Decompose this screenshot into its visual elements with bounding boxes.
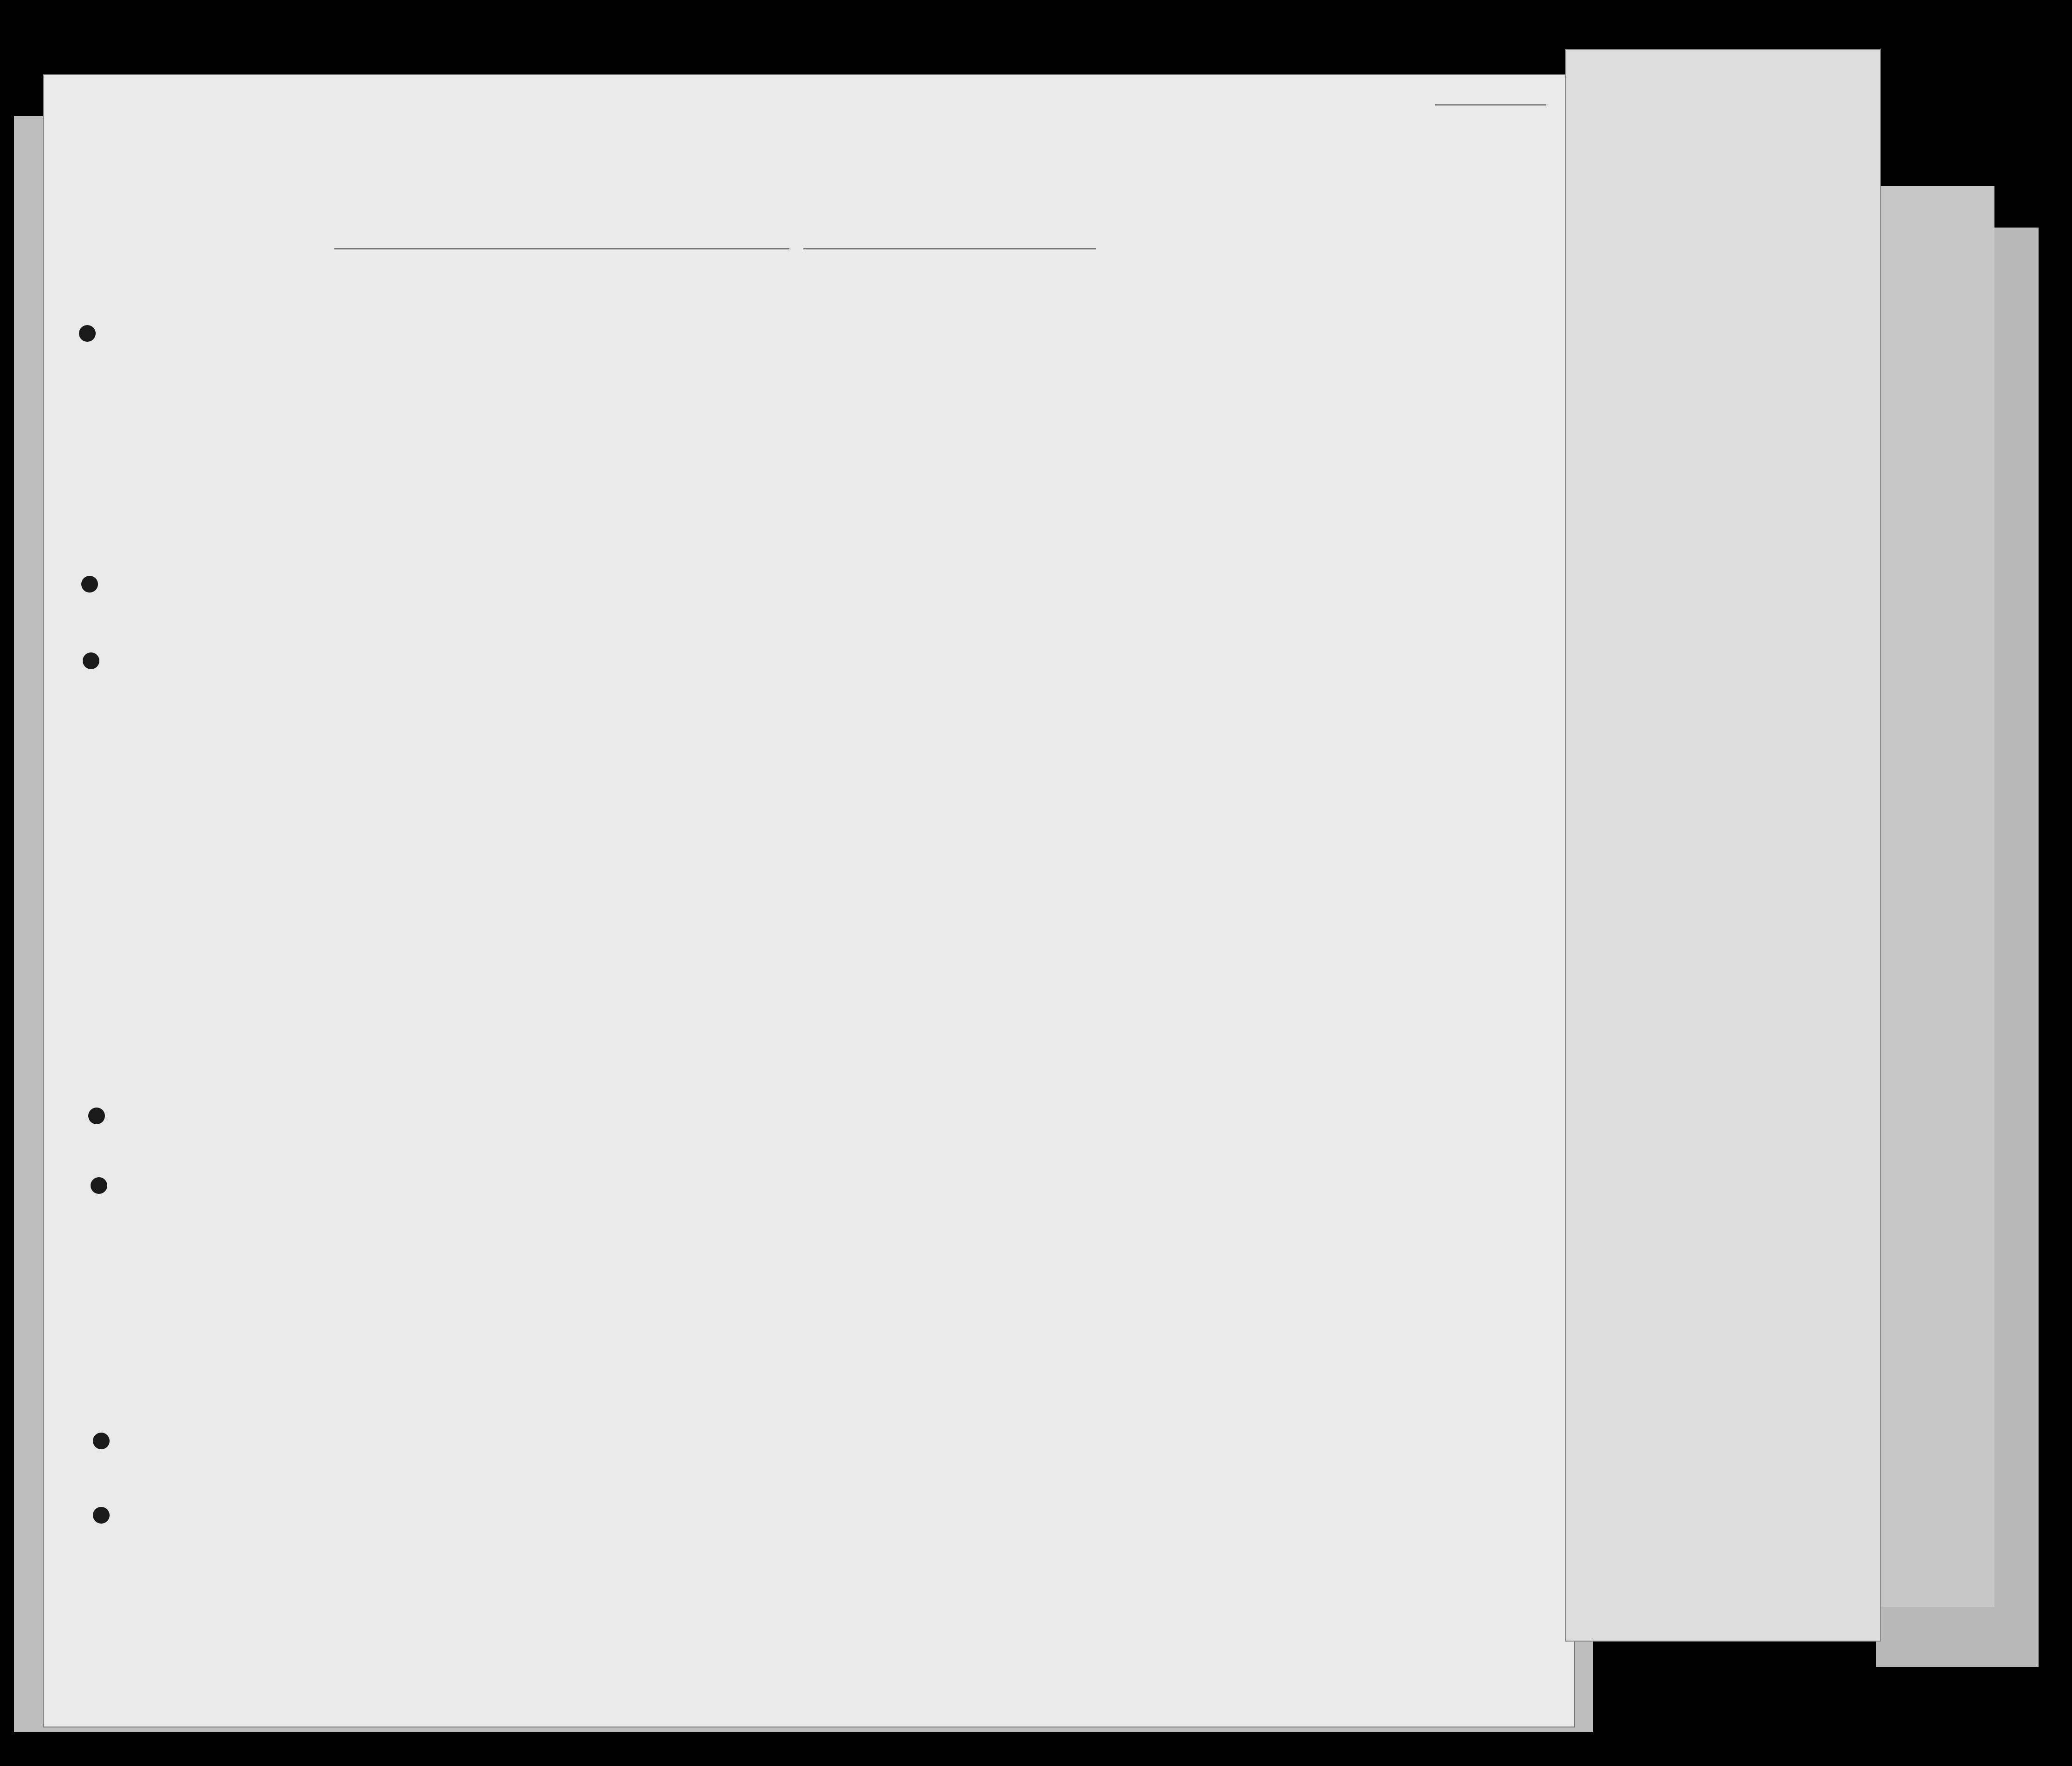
port-underline bbox=[334, 248, 789, 249]
col-purpose-a bbox=[683, 320, 710, 423]
col-q26 bbox=[973, 302, 1001, 423]
punch-hole bbox=[93, 1433, 110, 1449]
punch-hole bbox=[81, 576, 98, 593]
col-anarchist bbox=[870, 302, 884, 423]
col-q25 bbox=[931, 302, 964, 423]
list-underline bbox=[1435, 104, 1546, 105]
col-ticket bbox=[144, 297, 163, 418]
date-underline bbox=[803, 248, 1096, 249]
punch-hole bbox=[91, 1177, 107, 1194]
col-inches bbox=[1149, 376, 1163, 423]
col-purpose-b bbox=[717, 320, 741, 423]
col-fifty bbox=[264, 297, 287, 427]
col-purpose-c bbox=[792, 320, 810, 423]
punch-hole bbox=[83, 652, 99, 669]
col-polygamist bbox=[845, 302, 859, 423]
punch-hole bbox=[88, 1108, 105, 1124]
punch-hole bbox=[79, 325, 96, 342]
col-q24 bbox=[889, 302, 926, 423]
col-prison bbox=[818, 302, 841, 423]
col-feet bbox=[1127, 385, 1141, 423]
punch-hole bbox=[93, 1507, 110, 1524]
